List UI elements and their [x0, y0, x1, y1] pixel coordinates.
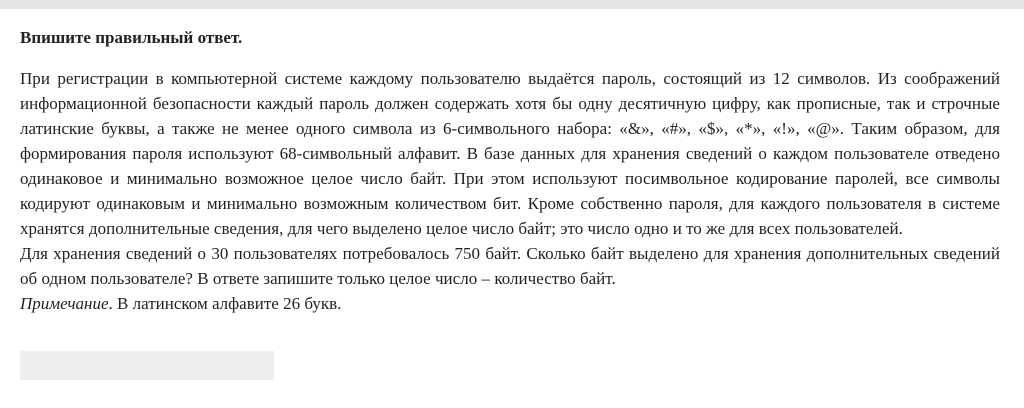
top-bar — [0, 0, 1024, 9]
question-instruction: Впишите правильный ответ. — [20, 28, 243, 47]
question-note — [20, 291, 1000, 316]
question-paragraph-1: При регистрации в компьютерной системе каждому пользователю выдаётся пароль, состоящий из 12 символов. Из соображений информационной безопасности каждый пароль должен содержать хотя бы одну десятичную цифру, как прописные, так и строчные латинские буквы, а также не менее одного символа из 6-символьного набора: «&», «#», «$», «*», «!», «@». Таким образом, для формирования пароля используют 68-символьный алфавит. В базе данных для хранения сведений о каждом пользователе отведено одинаковое и минимально возможное целое число байт. При этом используют посимвольное кодирование паролей, все символы кодируют одинаковым и минимально возможным количеством бит. Кроме собственно пароля, для каждого пользователя в системе хранятся дополнительные сведения, для чего выделено целое число байт; это число одно и то же для всех пользователей. — [20, 69, 1000, 238]
answer-input[interactable] — [20, 351, 274, 380]
question-block — [20, 27, 1000, 316]
note-label: Примечание — [20, 294, 109, 313]
question-paragraph-2: Для хранения сведений о 30 пользователях потребовалось 750 байт. Сколько байт выделено для хранения дополнительных сведений об одном пользователе? В ответе запишите только целое число – количество байт. — [20, 244, 1000, 288]
note-text: . В латинском алфавите 26 букв. — [108, 294, 342, 313]
